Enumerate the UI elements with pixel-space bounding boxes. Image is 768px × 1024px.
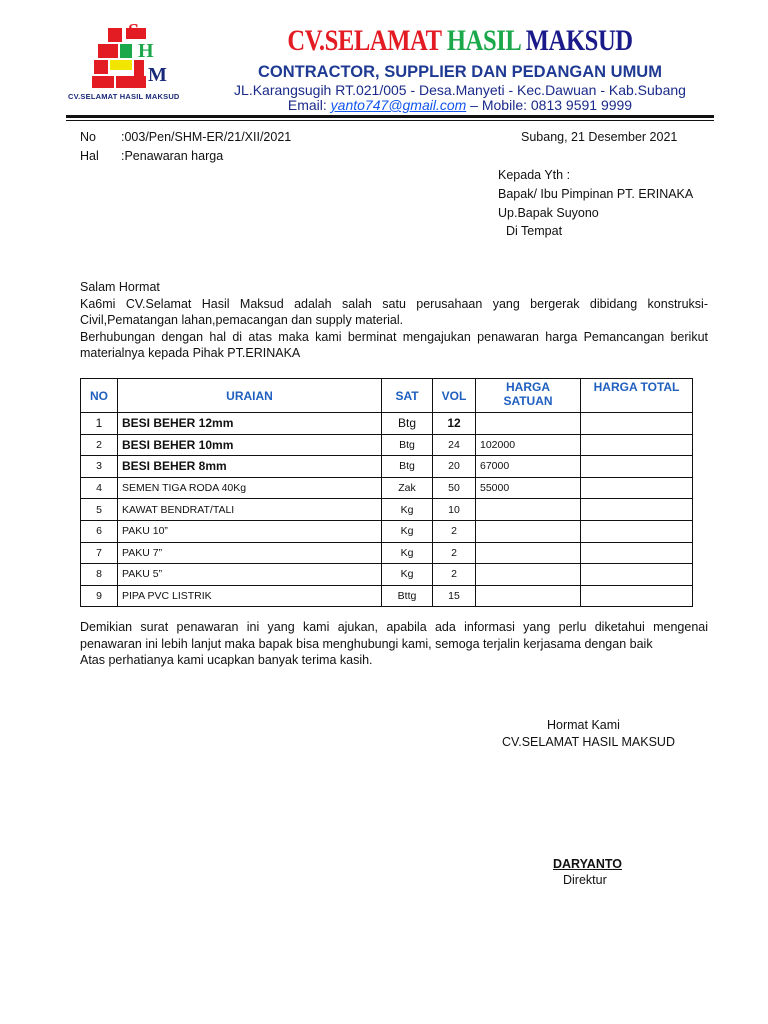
cell-sat: Bttg [382,585,433,607]
table-row [81,456,693,478]
cell-harga [476,542,581,564]
signer-name: DARYANTO [553,857,622,871]
logo-letter-h: H [138,40,154,62]
cell-uraian: SEMEN TIGA RODA 40Kg [118,477,382,499]
cell-total [581,413,693,435]
email-link[interactable]: yanto747@gmail.com [330,97,467,113]
signer-position: Direktur [563,873,607,887]
intro-paragraph: Ka6mi CV.Selamat Hasil Maksud adalah salah satu perusahaan yang bergerak dibidang konstruksi-Civil,Pematangan lahan,pemacangan dan supply material. [80,296,708,327]
cell-uraian: PAKU 10” [118,520,382,542]
col-header-harga-total: HARGA TOTAL [581,379,693,413]
cell-uraian: KAWAT BENDRAT/TALI [118,499,382,521]
table-header-row [81,379,693,413]
cell-sat: Btg [382,456,433,478]
cell-uraian: BESI BEHER 10mm [118,434,382,456]
cell-vol: 10 [433,499,476,521]
items-table [80,378,693,607]
recipient-name: Bapak/ Ibu Pimpinan PT. ERINAKA [498,187,694,201]
signature-regards: Hormat Kami [547,718,620,732]
cell-uraian: PAKU 7” [118,542,382,564]
email-label: Email: [287,97,331,113]
cell-no: 9 [81,585,118,607]
company-name-part-2: HASIL [446,24,521,57]
recipient-location: Di Tempat [506,224,563,238]
letterhead-rule-thick [66,115,714,118]
company-address: JL.Karangsugih RT.021/005 - Desa.Manyeti - Kec.Dawuan - Kab.Subang [234,82,686,98]
table-row [81,542,693,564]
thanks-line: Atas perhatianya kami ucapkan banyak terima kasih. [80,653,373,667]
hal-label: Hal [80,149,99,163]
cell-harga [476,564,581,586]
company-name-part-1: CV.SELAMAT [287,24,442,57]
cell-total [581,477,693,499]
cell-vol: 2 [433,542,476,564]
cell-sat: Kg [382,520,433,542]
cell-uraian: PIPA PVC LISTRIK [118,585,382,607]
letter-number: :003/Pen/SHM-ER/21/XII/2021 [121,130,292,144]
logo-letter-s: S [128,20,140,42]
cell-no: 5 [81,499,118,521]
company-name-part-3: MAKSUD [525,24,633,57]
cell-vol: 2 [433,520,476,542]
salutation: Salam Hormat [80,280,160,294]
no-label: No [80,130,96,144]
col-header-sat: SAT [382,379,433,413]
table-row [81,585,693,607]
cell-harga [476,585,581,607]
cell-uraian: BESI BEHER 8mm [118,456,382,478]
letter-subject: :Penawaran harga [121,149,224,163]
cell-no: 1 [81,413,118,435]
cell-uraian: BESI BEHER 12mm [118,413,382,435]
cell-no: 7 [81,542,118,564]
cell-no: 6 [81,520,118,542]
cell-harga [476,520,581,542]
table-row [81,520,693,542]
offer-paragraph: Berhubungan dengan hal di atas maka kami berminat mengajukan penawaran harga Pemancangan berikut materialnya kepada Pihak PT.ERINAKA [80,329,708,360]
cell-harga: 102000 [476,434,581,456]
cell-sat: Zak [382,477,433,499]
logo-letter-m: M [148,64,167,86]
mobile-number: – Mobile: 0813 9591 9999 [466,97,633,113]
logo-caption: CV.SELAMAT HASIL MAKSUD [68,92,180,101]
cell-harga: 55000 [476,477,581,499]
cell-total [581,499,693,521]
cell-harga [476,413,581,435]
col-header-harga-satuan: HARGA SATUAN [476,379,581,413]
cell-uraian: PAKU 5” [118,564,382,586]
cell-no: 4 [81,477,118,499]
letterhead-rule-thin [66,120,714,121]
company-contact [200,97,720,113]
cell-vol: 24 [433,434,476,456]
cell-vol: 2 [433,564,476,586]
cell-total [581,456,693,478]
col-header-no: NO [81,379,118,413]
table-row [81,499,693,521]
cell-sat: Kg [382,542,433,564]
table-row [81,434,693,456]
letter-date: Subang, 21 Desember 2021 [521,130,678,144]
table-row [81,564,693,586]
cell-no: 3 [81,456,118,478]
cell-vol: 20 [433,456,476,478]
cell-sat: Btg [382,413,433,435]
signature-company: CV.SELAMAT HASIL MAKSUD [502,735,675,749]
col-header-vol: VOL [433,379,476,413]
cell-vol: 15 [433,585,476,607]
cell-sat: Btg [382,434,433,456]
cell-sat: Kg [382,564,433,586]
cell-harga: 67000 [476,456,581,478]
cell-no: 8 [81,564,118,586]
recipient-greeting: Kepada Yth : [498,168,571,182]
cell-total [581,564,693,586]
col-header-uraian: URAIAN [118,379,382,413]
recipient-attention: Up.Bapak Suyono [498,206,599,220]
letter-body [80,279,708,362]
cell-total [581,434,693,456]
cell-total [581,542,693,564]
cell-vol: 12 [433,413,476,435]
cell-vol: 50 [433,477,476,499]
company-name [247,24,673,58]
closing-paragraph: Demikian surat penawaran ini yang kami ajukan, apabila ada informasi yang perlu diketahui mengenai penawaran ini lebih lanjut maka bapak bisa menghubungi kami, semoga terjalin kerjasama dengan baik [80,620,708,651]
cell-total [581,585,693,607]
cell-total [581,520,693,542]
table-row [81,413,693,435]
company-tagline: CONTRACTOR, SUPPLIER DAN PEDANGAN UMUM [258,63,662,81]
cell-sat: Kg [382,499,433,521]
table-row [81,477,693,499]
letter-closing [80,619,708,669]
cell-no: 2 [81,434,118,456]
cell-harga [476,499,581,521]
